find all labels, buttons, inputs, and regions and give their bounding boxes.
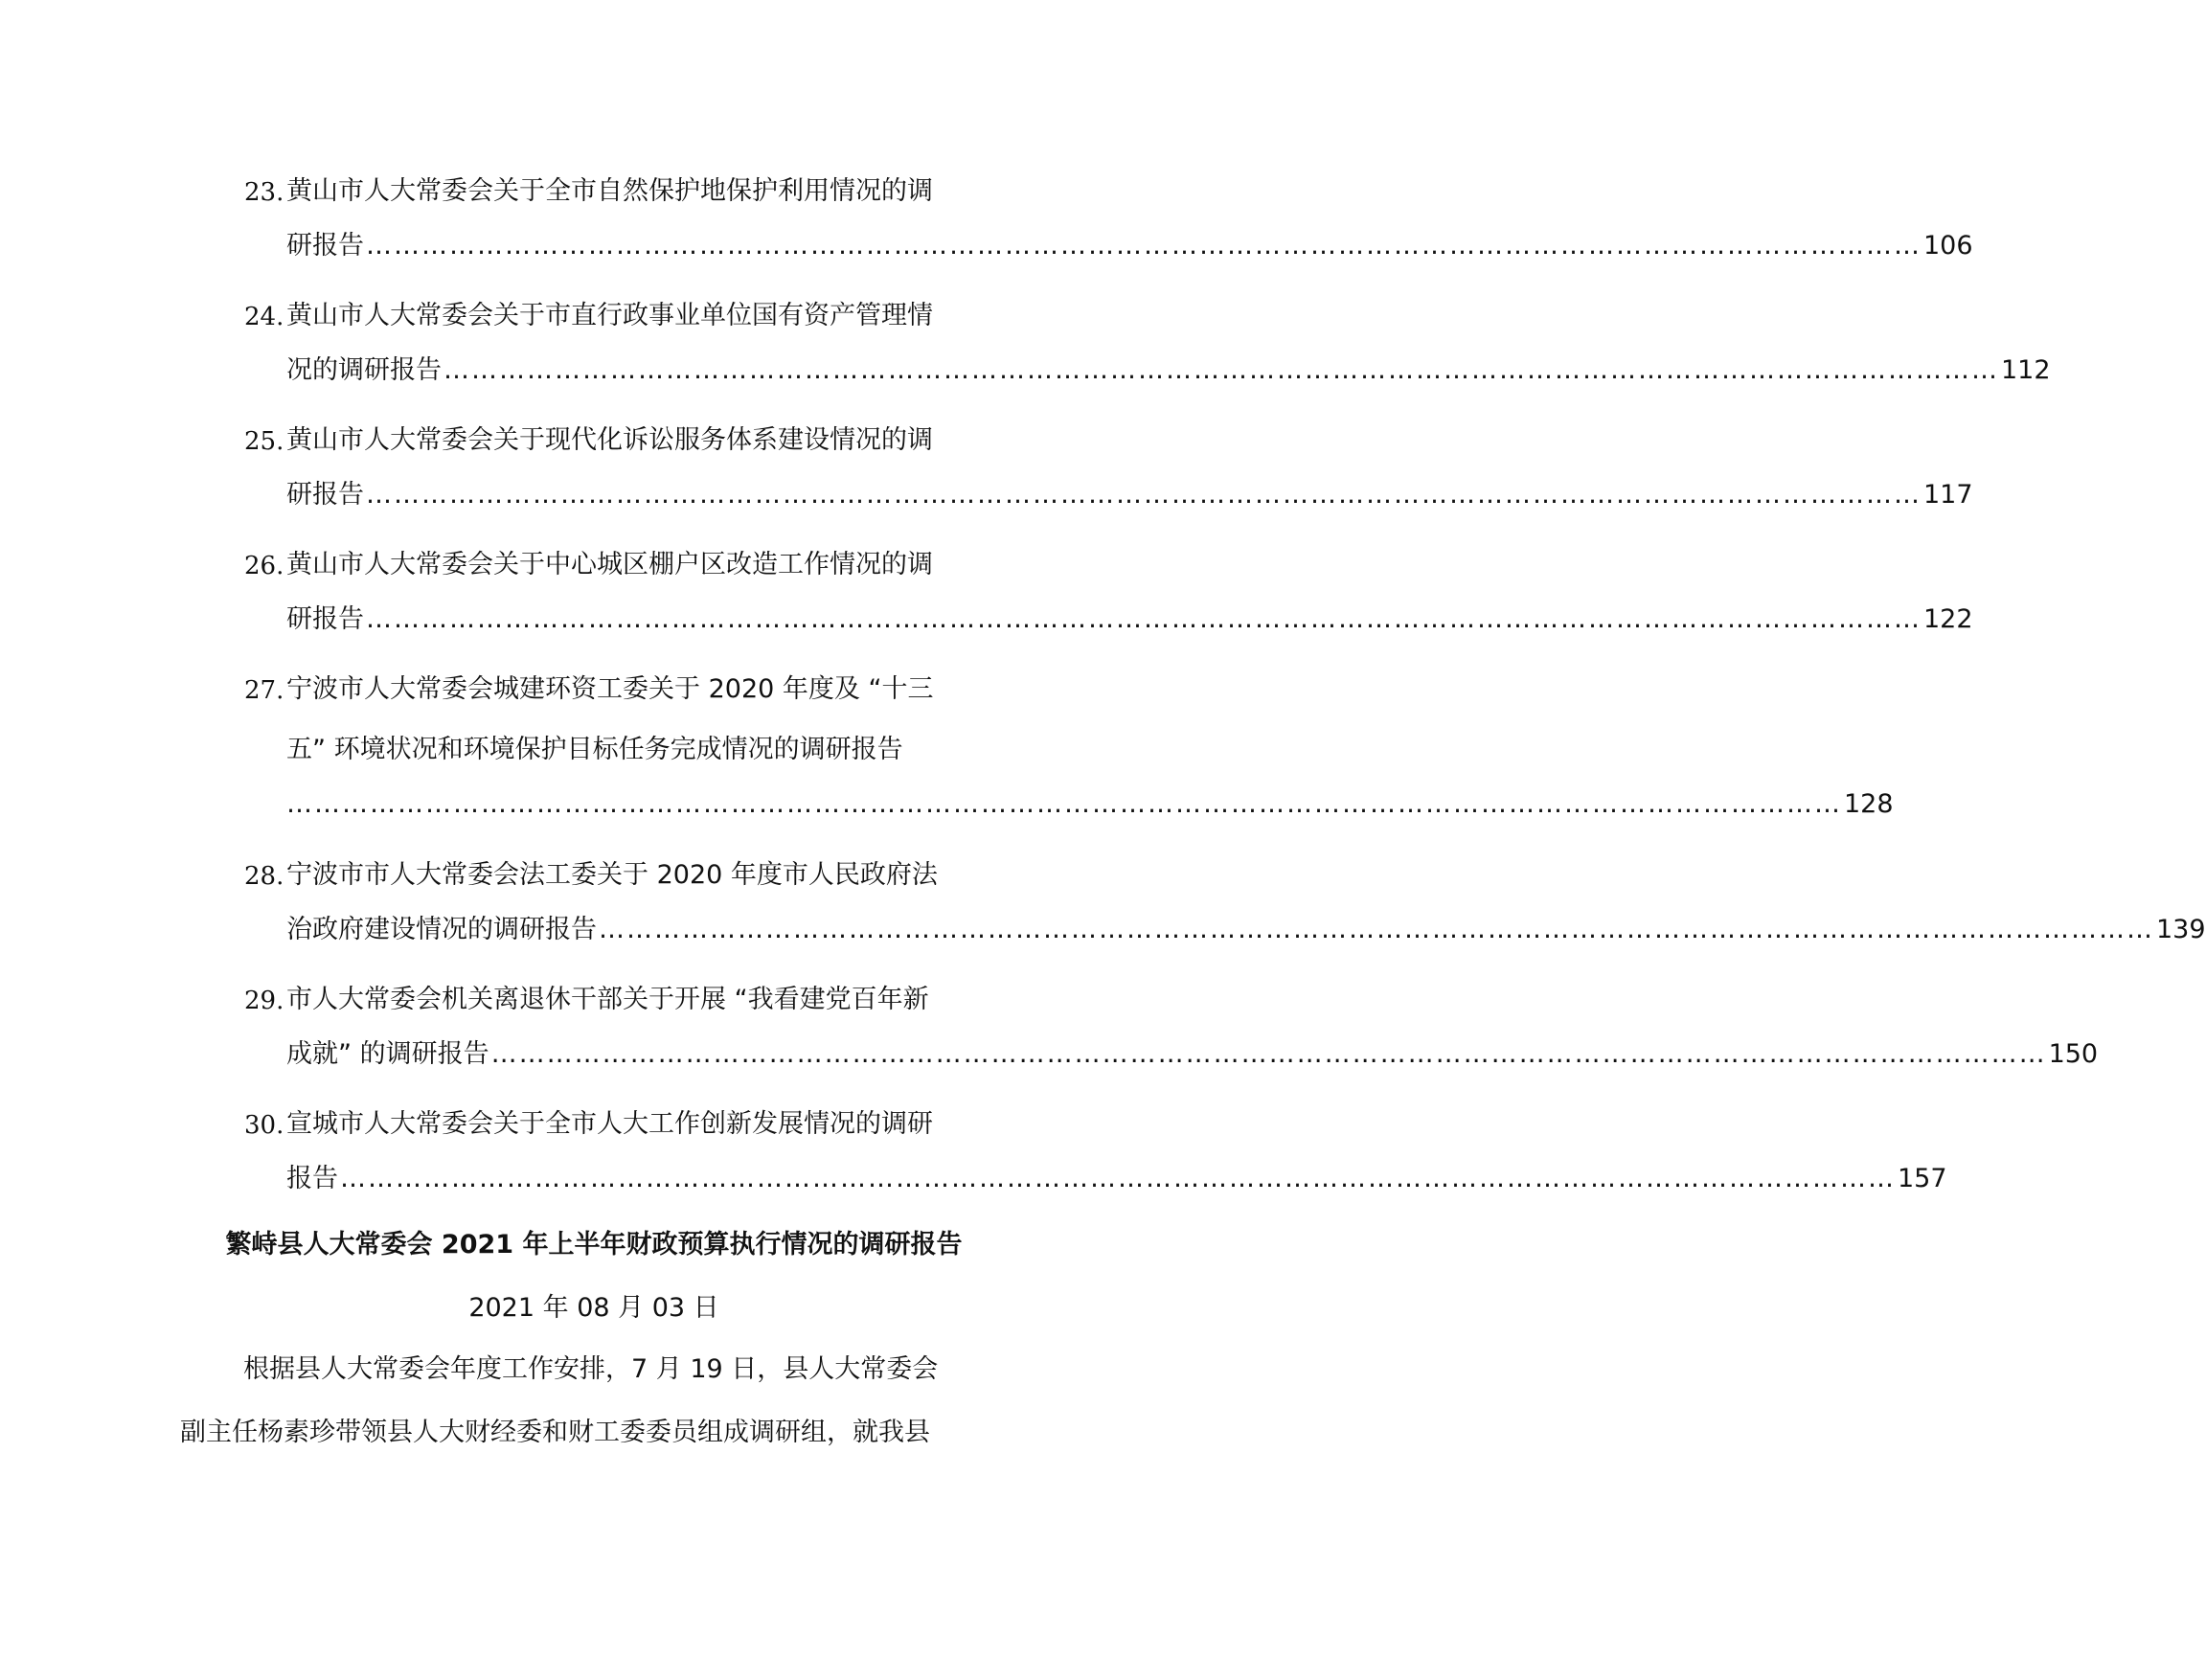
dot-leader: ……………………………………………………………………………………………………………………………………………………: [490, 1039, 2047, 1069]
toc-entry-line: 宁波市市人大常委会法工委关于 2020 年度市人民政府法: [286, 860, 938, 890]
toc-entry-last-line: [286, 1153, 1947, 1193]
toc-entry-number: 24.: [244, 303, 284, 331]
toc-page-number: 112: [2001, 355, 2051, 385]
toc-page-number: 157: [1898, 1164, 1947, 1193]
toc-entry-line: 宁波市人大常委会城建环资工委关于 2020 年度及 “十三: [286, 674, 934, 704]
toc-page-number: 122: [1923, 604, 1973, 634]
toc-entry-number: 30.: [244, 1111, 284, 1140]
toc-page-number: 150: [2048, 1039, 2099, 1069]
dot-leader: ……………………………………………………………………………………………………………………………………………………: [340, 1164, 1896, 1193]
body-paragraph-line: 根据县人大常委会年度工作安排，7 月 19 日，县人大常委会: [243, 1354, 939, 1384]
toc-entry-number: 25.: [244, 427, 284, 456]
toc-page-number: 106: [1923, 231, 1973, 261]
dot-leader: ……………………………………………………………………………………………………………………………………………………: [366, 231, 1922, 261]
toc-page-number: 128: [1844, 789, 1894, 819]
toc-entry-last-line: [286, 779, 1894, 819]
toc-entry-number: 29.: [244, 987, 284, 1015]
toc-entry-last-line: [286, 345, 2051, 385]
toc-entry-last-line: [286, 1029, 2099, 1069]
toc-entry-last-text: 治政府建设情况的调研报告: [286, 915, 597, 944]
toc-entry-line: 黄山市人大常委会关于中心城区棚户区改造工作情况的调: [286, 550, 933, 579]
report-date: 2021 年 08 月 03 日: [468, 1293, 719, 1323]
toc-entry-line: 宣城市人大常委会关于全市人大工作创新发展情况的调研: [286, 1109, 933, 1139]
toc-entry-number: 27.: [244, 676, 284, 705]
body-paragraph-line: 副主任杨素珍带领县人大财经委和财工委委员组成调研组，就我县: [180, 1418, 930, 1447]
toc-entry-line: 市人大常委会机关离退休干部关于开展 “我看建党百年新: [286, 985, 929, 1014]
toc-entry-last-line: [286, 220, 1973, 261]
toc-page-number: 117: [1923, 480, 1973, 510]
dot-leader: ……………………………………………………………………………………………………………………………………………………: [599, 915, 2154, 944]
toc-entry-last-line: [286, 469, 1973, 510]
toc-page-number: 139: [2156, 915, 2206, 944]
toc-entry-line: 黄山市人大常委会关于市直行政事业单位国有资产管理情: [286, 301, 933, 330]
toc-entry-line: 五” 环境状况和环境保护目标任务完成情况的调研报告: [286, 735, 903, 764]
toc-entry-line: 黄山市人大常委会关于现代化诉讼服务体系建设情况的调: [286, 425, 933, 455]
toc-entry-last-text: 研报告: [286, 231, 364, 261]
dot-leader: ……………………………………………………………………………………………………………………………………………………: [366, 480, 1922, 510]
report-title: 繁峙县人大常委会 2021 年上半年财政预算执行情况的调研报告: [225, 1230, 963, 1260]
toc-entry-last-text: 研报告: [286, 480, 364, 510]
toc-entry-last-text: 成就” 的调研报告: [286, 1039, 489, 1069]
dot-leader: ……………………………………………………………………………………………………………………………………………………: [286, 789, 1842, 819]
toc-entry-last-text: 研报告: [286, 604, 364, 634]
toc-entry-number: 23.: [244, 178, 284, 207]
toc-entry-last-line: [286, 594, 1973, 634]
toc-entry-number: 28.: [244, 862, 284, 891]
toc-entry-last-text: 况的调研报告: [286, 355, 442, 385]
dot-leader: ……………………………………………………………………………………………………………………………………………………: [443, 355, 1999, 385]
toc-entry-number: 26.: [244, 552, 284, 580]
toc-entry-last-line: [286, 904, 2206, 944]
toc-entry-last-text: 报告: [286, 1164, 338, 1193]
toc-entry-line: 黄山市人大常委会关于全市自然保护地保护利用情况的调: [286, 176, 933, 206]
dot-leader: ……………………………………………………………………………………………………………………………………………………: [366, 604, 1922, 634]
